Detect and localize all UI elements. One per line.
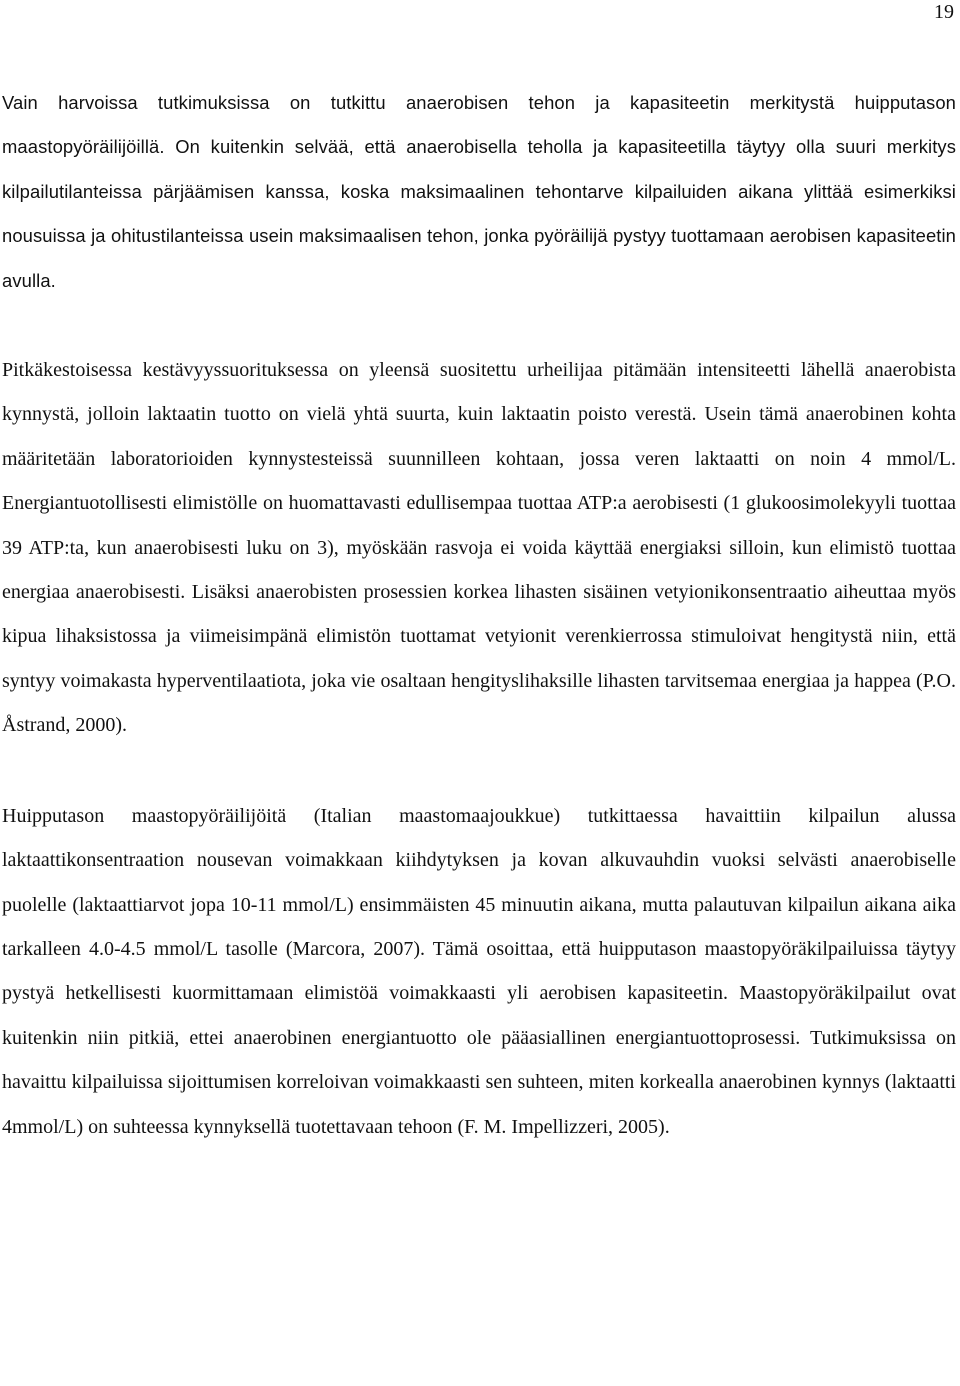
paragraph-anaerobic-threshold: Pitkäkestoisessa kestävyyssuorituksessa on yleensä suositettu urheilijaa pitämään intensiteetti lähellä anaerobista kynnystä, jolloin laktaatin tuotto on vielä yhtä suurta, kuin laktaatin poisto verestä. Usein tämä anaerobinen kohta määritetään laboratorioiden kynnystesteissä suunnilleen kohtaan, jossa veren laktaatti on noin 4 mmol/L. Energiantuotollisesti elimistölle on huomattavasti edullisempaa tuottaa ATP:a aerobisesti (1 glukoosimolekyyli tuottaa 39 ATP:ta, kun anaerobisesti luku on 3), myöskään rasvoja ei voida käyttää energiaksi silloin, kun elimistö tuottaa energiaa anaerobisesti. Lisäksi anaerobisten prosessien korkea lihasten sisäinen vetyionikonsentraatio aiheuttaa myös kipua lihaksistossa ja viimeisimpänä elimistön tuottamat vetyionit verenkierrossa stimuloivat hengitystä niin, että syntyy voimakasta hyperventilaatiota, joka vie osaltaan hengityslihaksille lihasten tarvitsemaa energiaa ja happea (P.O. Åstrand, 2000). — [2, 359, 956, 737]
document-body — [2, 81, 956, 1149]
page-number: 19 — [934, 1, 954, 23]
paragraph-anaerobic-capacity: Vain harvoissa tutkimuksissa on tutkittu anaerobisen tehon ja kapasiteetin merkitystä huipputason maastopyöräilijöillä. On kuitenkin selvää, että anaerobisella teholla ja kapasiteetilla täytyy olla suuri merkitys kilpailutilanteissa pärjäämisen kanssa, koska maksimaalinen tehontarve kilpailuiden aikana ylittää esimerkiksi nousuissa ja ohitustilanteissa usein maksimaalisen tehon, jonka pyöräilijä pystyy tuottamaan aerobisen kapasiteetin avulla. — [2, 92, 956, 291]
paragraph-elite-riders: Huipputason maastopyöräilijöitä (Italian maastomaajoukkue) tutkittaessa havaittiin kilpailun alussa laktaattikonsentraation nousevan voimakkaan kiihdytyksen ja kovan alkuvauhdin vuoksi selvästi anaerobiselle puolelle (laktaattiarvot jopa 10-11 mmol/L) ensimmäisten 45 minuutin aikana, mutta palautuvan kilpailun aikana aika tarkalleen 4.0-4.5 mmol/L tasolle (Marcora, 2007). Tämä osoittaa, että huipputason maastopyöräkilpailuissa täytyy pystyä hetkellisesti kuormittamaan elimistöä voimakkaasti yli aerobisen kapasiteetin. Maastopyöräkilpailut ovat kuitenkin niin pitkiä, ettei anaerobinen energiantuotto ole pääasiallinen energiantuottoprosessi. Tutkimuksissa on havaittu kilpailuissa sijoittumisen korreloivan voimakkaasti sen suhteen, miten korkealla anaerobinen kynnys (laktaatti 4mmol/L) on suhteessa kynnyksellä tuotettavaan tehoon (F. M. Impellizzeri, 2005). — [2, 804, 956, 1138]
